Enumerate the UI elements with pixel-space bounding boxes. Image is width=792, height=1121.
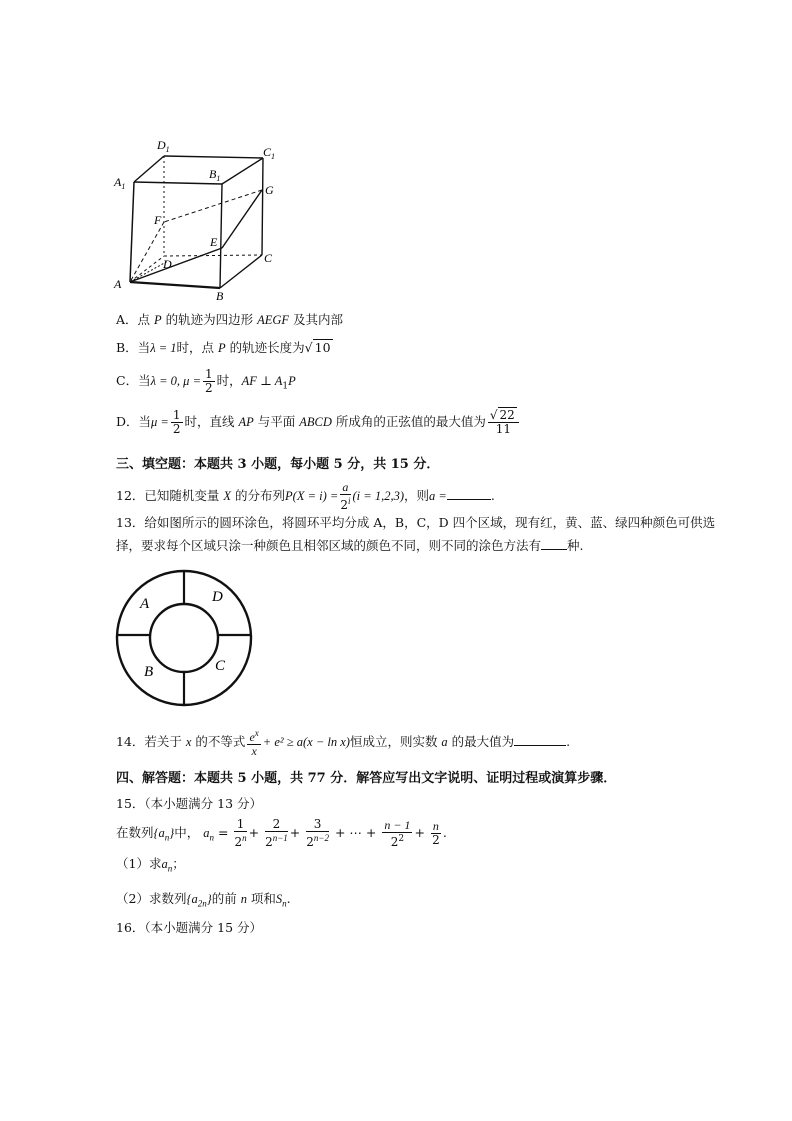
label-f: F xyxy=(154,213,162,227)
label-g: G xyxy=(265,183,274,197)
option-b: B．当λ = 1时，点 P 的轨迹长度为√ 10 xyxy=(116,340,331,355)
option-b-sqrt: 10 xyxy=(314,340,331,355)
section-3-title: 三、填空题：本题共 3 小题，每小题 5 分，共 15 分． xyxy=(116,457,440,472)
edge-c1-b1 xyxy=(222,158,263,184)
option-a-prefix: A．点 xyxy=(116,312,155,327)
label-c: C xyxy=(264,251,273,265)
label-d1: $D_1$ xyxy=(157,138,170,154)
option-b-prefix: B．当 xyxy=(116,340,151,355)
segment-a-e xyxy=(130,248,222,282)
option-a-shape: AEGF xyxy=(257,313,290,327)
option-d-mid: 时，直线 xyxy=(184,414,239,429)
option-c-expr: AF ⊥ A xyxy=(241,374,283,388)
option-b-mid: 时，点 xyxy=(176,340,219,355)
edge-a1-d1 xyxy=(134,156,164,182)
option-a xyxy=(116,312,343,328)
ring-label-a: A xyxy=(140,596,150,612)
option-d-cond: μ = xyxy=(151,415,169,429)
option-b-var: P xyxy=(218,341,226,355)
option-c-frac: $\frac{1}{2}$ xyxy=(205,367,213,395)
option-c: C．当λ = 0, μ = $\frac{1}{2}$ 时，AF ⊥ $A_1P$ xyxy=(116,367,296,395)
question-16-head: 16．（本小题满分 15 分） xyxy=(116,920,263,935)
edge-d1-c1 xyxy=(164,156,263,158)
ring-label-d: D xyxy=(212,589,223,605)
option-a-suffix: 及其内部 xyxy=(289,312,344,327)
option-c-mid: 时， xyxy=(216,373,242,388)
section-4-title: 四、解答题：本题共 5 小题，共 77 分．解答应写出文字说明、证明过程或演算步骤． xyxy=(116,771,617,786)
edge-a-b xyxy=(130,282,220,288)
option-b-cond: λ = 1 xyxy=(150,341,177,355)
question-12: 12．已知随机变量 X 的分布列P(X = i) = $\frac{a}{2^i}$ (i = 1,2,3)，则a = . xyxy=(116,480,495,512)
option-d: D．当μ = $\frac{1}{2}$ 时，直线 AP 与平面 ABCD 所成角的正弦值的最大值为 $\frac{√ 22}{11}$ xyxy=(116,409,521,436)
q13-answer-blank[interactable] xyxy=(541,537,567,550)
q12-answer-blank[interactable] xyxy=(447,487,491,500)
question-15-head: 15．（本小题满分 13 分） xyxy=(116,796,263,811)
option-b-mid2: 的轨迹长度为 xyxy=(225,340,305,355)
question-13-line2: 择，要求每个区域只涂一种颜色且相邻区域的颜色不同，则不同的涂色方法有 种. xyxy=(116,538,584,553)
label-a: A xyxy=(114,277,122,291)
edge-d-c xyxy=(164,255,262,256)
label-a1: $A_1$ xyxy=(114,175,126,191)
ring-inner-circle xyxy=(150,604,218,672)
segment-f-a xyxy=(130,222,164,282)
label-c1: $C_1$ xyxy=(263,145,276,161)
option-c-prefix: C．当 xyxy=(116,373,151,388)
option-a-var: P xyxy=(154,313,162,327)
question-14: 14．若关于 x 的不等式 $\frac{e^x}{x}$ + e² ≥ a(x − ln x)恒成立，则实数 a 的最大值为 . xyxy=(116,728,571,758)
edge-a-d xyxy=(130,256,164,282)
segment-e-g xyxy=(222,190,262,248)
option-d-frac: $\frac{1}{2}$ xyxy=(172,408,181,436)
cube-figure xyxy=(110,138,290,303)
question-15-formula: 在数列$\{a_n\}$中， $a_n$ = $\frac{1}{2^n}$ + $\frac{2}{2^{n-1}}$ + $\frac{3}{2^{n-2}}$ + ⋯ + $\frac{n - 1}{2^2}$ + $\frac{n}{2}$ . xyxy=(116,817,447,849)
option-d-answer: $\frac{√ 22}{11}$ xyxy=(488,409,519,436)
edge-b-c xyxy=(220,255,262,288)
q14-answer-blank[interactable] xyxy=(514,733,566,746)
ring-label-c: C xyxy=(215,658,226,674)
edge-a-a1 xyxy=(130,182,134,282)
option-c-cond: λ = 0, μ = xyxy=(150,374,202,388)
label-b: B xyxy=(216,289,224,303)
question-15-part-2: （2）求数列$\{a_{2n}\}$的前 n 项和$S_n$. xyxy=(116,891,291,909)
ring-figure xyxy=(112,566,257,711)
label-e: E xyxy=(210,235,218,249)
edge-b1-b xyxy=(220,184,222,288)
q12-frac: $\frac{a}{2^i}$ xyxy=(340,480,351,512)
edge-a1-b1 xyxy=(134,182,222,184)
option-a-mid: 的轨迹为四边形 xyxy=(161,312,258,327)
question-13-line1: 13．给如图所示的圆环涂色，将圆环平均分成 A，B，C，D 四个区域，现有红，黄、蓝、绿四种颜色可供选 xyxy=(116,515,716,530)
segment-g-f xyxy=(164,190,262,222)
q14-frac: $\frac{e^x}{x}$ xyxy=(249,728,259,758)
edge-c1-c xyxy=(262,158,263,255)
question-15-part-1: （1）求$a_n$； xyxy=(116,856,185,874)
ring-label-b: B xyxy=(144,664,154,680)
option-d-prefix: D．当 xyxy=(116,414,152,429)
label-b1: $B_1$ xyxy=(209,167,221,183)
label-d: D xyxy=(163,257,172,271)
